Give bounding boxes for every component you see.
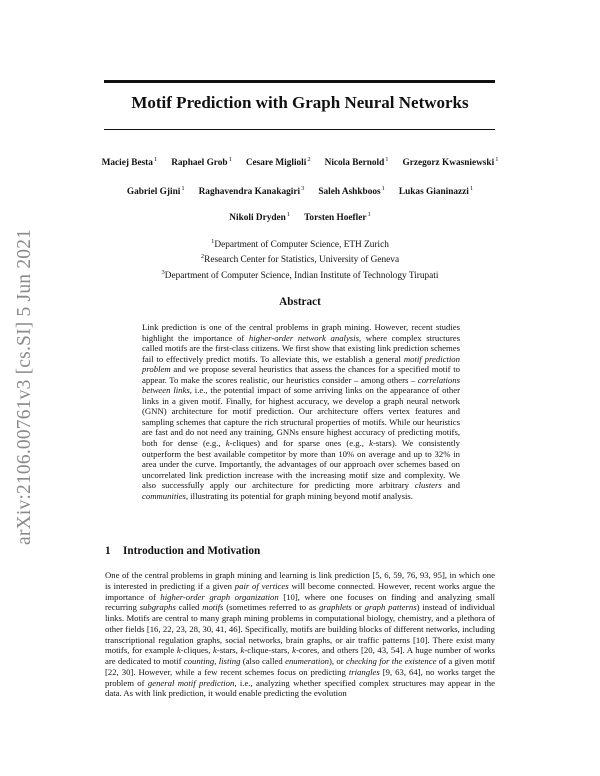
section-title: Introduction and Motivation bbox=[123, 545, 261, 557]
body-text bbox=[105, 570, 495, 699]
section-number: 1 bbox=[105, 545, 111, 557]
author-affiliation-mark: 1 bbox=[381, 185, 385, 192]
author-affiliation-mark: 1 bbox=[469, 185, 474, 192]
author-name: Maciej Besta$^1$ bbox=[101, 156, 158, 169]
author-affiliation-mark: 1 bbox=[153, 156, 158, 163]
body-paragraph: One of the central problems in graph mining and learning is link prediction [5, 6, 59, 76, 93, 95], in which one is interested in predicting if a given pair of vertices will become connected. However, recent works argue the importance of higher-order graph organization [10], where one focuses on finding and analyzing small recurring subgraphs called motifs (sometimes referred to as graphlets or graph patterns) instead of individual links. Motifs are central to many graph mining problems in computational biology, chemistry, and a plethora of other fields [16, 22, 23, 28, 30, 41, 46]. Specifically, motifs are building blocks of different networks, including transcriptional regulation graphs, social networks, brain graphs, or air traffic patterns [10]. There exist many motifs, for example k-cliques, k-stars, k-clique-stars, k-cores, and others [20, 43, 54]. A huge number of works are dedicated to motif counting, listing (also called enumeration), or checking for the existence of a given motif [22, 30]. However, while a few recent schemes focus on predicting triangles [9, 63, 64], no works target the problem of general motif prediction, i.e., analyzing whether specified complex structures may appear in the data. As with link prediction, it would enable predicting the evolution bbox=[105, 570, 496, 699]
author-name: Raphael Grob$^1$ bbox=[171, 156, 232, 169]
abstract-paragraph: Link prediction is one of the central problems in graph mining. However, recent studies highlight the importance of higher-order network analysis, where complex structures called motifs are the first-class citizens. We first show that existing link prediction schemes fail to effectively predict motifs. To alleviate this, we establish a general motif prediction problem and we propose several heuristics that assess the chances for a specified motif to appear. To make the scores realistic, our heuristics consider – among others – correlations between links, i.e., the potential impact of some arriving links on the appearance of other links in a given motif. Finally, for highest accuracy, we develop a graph neural network (GNN) architecture for motif prediction. Our architecture offers vertex features and sampling schemes that capture the rich structural properties of motifs. While our heuristics are fast and do not need any training, GNNs ensure highest accuracy of predicting motifs, both for dense (e.g., k-cliques) and for sparse ones (e.g., k-stars). We consistently outperform the best available competitor by more than 10% on average and up to 32% in area under the curve. Importantly, the advantages of our approach over schemes based on uncorrelated link prediction increase with the increasing motif size and complexity. We also successfully apply our architecture for predicting more arbitrary clusters and communities, illustrating its potential for graph mining beyond motif analysis. bbox=[142, 322, 461, 501]
author-name: Torsten Hoefler$^1$ bbox=[304, 211, 371, 224]
author-name: Raghavendra Kanakagiri$^3$ bbox=[198, 185, 305, 198]
author-row-2 bbox=[0, 185, 600, 197]
affiliation-3: $^3$Department of Computer Science, Indian Institute of Technology Tirupati bbox=[161, 268, 439, 281]
author-name: Grzegorz Kwasniewski$^1$ bbox=[402, 156, 499, 169]
author-row-3 bbox=[0, 211, 600, 223]
author-name: Nicola Bernold$^1$ bbox=[324, 156, 389, 169]
author-name: Lukas Gianinazzi$^1$ bbox=[398, 185, 474, 198]
author-name: Cesare Miglioli$^2$ bbox=[245, 156, 311, 169]
author-affiliation-mark: 1 bbox=[367, 211, 371, 218]
abstract-body bbox=[142, 322, 460, 501]
title-rule-top bbox=[104, 80, 495, 83]
author-affiliation-mark: 1 bbox=[181, 185, 185, 192]
author-name: Saleh Ashkboos$^1$ bbox=[318, 185, 385, 198]
affiliation-1: $^1$Department of Computer Science, ETH Zurich bbox=[211, 238, 389, 251]
author-affiliation-mark: 3 bbox=[301, 185, 305, 192]
arxiv-stamp: arXiv:2106.00761v3 [cs.SI] 5 Jun 2021 bbox=[14, 228, 35, 545]
author-row-1 bbox=[0, 156, 600, 168]
title-rule-bottom bbox=[104, 129, 495, 130]
author-name: Gabriel Gjini$^1$ bbox=[126, 185, 185, 198]
affiliations bbox=[0, 236, 600, 282]
author-name: Nikoli Dryden$^1$ bbox=[229, 211, 291, 224]
author-affiliation-mark: 1 bbox=[495, 156, 499, 163]
paper-title: Motif Prediction with Graph Neural Networks bbox=[131, 93, 469, 112]
abstract-heading: Abstract bbox=[279, 296, 321, 308]
section-heading bbox=[105, 545, 505, 557]
author-affiliation-mark: 1 bbox=[228, 156, 232, 163]
author-affiliation-mark: 1 bbox=[286, 211, 291, 218]
author-affiliation-mark: 1 bbox=[385, 156, 389, 163]
author-affiliation-mark: 2 bbox=[307, 156, 311, 163]
affiliation-2: $^2$Research Center for Statistics, University of Geneva bbox=[200, 253, 400, 266]
